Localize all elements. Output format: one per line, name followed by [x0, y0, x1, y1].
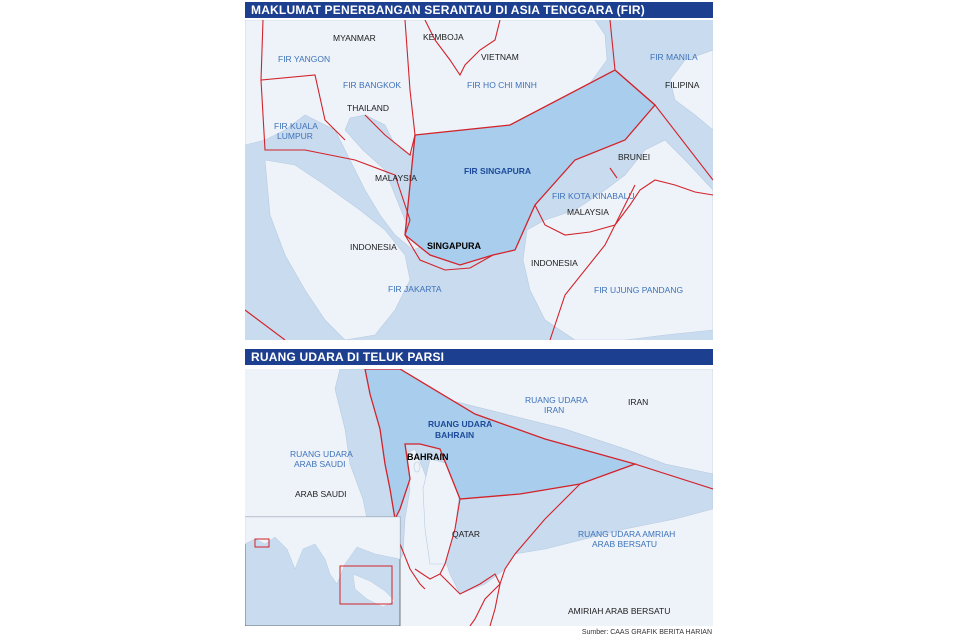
label-thailand: THAILAND: [347, 103, 390, 113]
label-uae: AMIRIAH ARAB BERSATU: [568, 606, 671, 616]
source-credit: Sumber: CAAS GRAFIK BERITA HARIAN: [581, 629, 712, 636]
gulf-airspace-map: [245, 369, 713, 626]
label-ru-saudi-2: ARAB SAUDI: [294, 459, 346, 469]
label-vietnam: VIETNAM: [481, 52, 519, 62]
label-ru-uae-2: ARAB BERSATU: [592, 539, 658, 549]
label-bahrain: BAHRAIN: [407, 452, 449, 462]
section1-title: MAKLUMAT PENERBANGAN SERANTAU DI ASIA TENGGARA (FIR): [245, 2, 713, 18]
label-iran: IRAN: [628, 397, 649, 407]
label-fir-bangkok: FIR BANGKOK: [343, 80, 402, 90]
label-qatar: QATAR: [452, 529, 481, 539]
label-ru-bahrain-2: BAHRAIN: [435, 430, 475, 440]
label-ru-bahrain-1: RUANG UDARA: [428, 419, 493, 429]
label-fir-ujung-pandang: FIR UJUNG PANDANG: [594, 285, 684, 295]
label-fir-manila: FIR MANILA: [650, 52, 698, 62]
label-ru-saudi-1: RUANG UDARA: [290, 449, 353, 459]
label-ru-iran-2: IRAN: [544, 405, 565, 415]
label-fir-jakarta: FIR JAKARTA: [388, 284, 442, 294]
label-indonesia-east: INDONESIA: [531, 258, 578, 268]
label-filipina: FILIPINA: [665, 80, 700, 90]
land-bahrain-island: [414, 462, 420, 472]
label-fir-hcm: FIR HO CHI MINH: [467, 80, 537, 90]
label-fir-kk: FIR KOTA KINABALU: [552, 191, 635, 201]
label-myanmar: MYANMAR: [333, 33, 376, 43]
label-fir-kl-2: LUMPUR: [277, 131, 313, 141]
label-ru-uae-1: RUANG UDARA AMRIAH: [578, 529, 676, 539]
label-malaysia-east: MALAYSIA: [567, 207, 609, 217]
label-fir-singapura: FIR SINGAPURA: [464, 166, 532, 176]
label-arab-saudi: ARAB SAUDI: [295, 489, 347, 499]
label-singapura: SINGAPURA: [427, 241, 482, 251]
label-fir-kl-1: FIR KUALA: [274, 121, 318, 131]
label-kemboja: KEMBOJA: [423, 32, 464, 42]
sea-fir-map: [245, 20, 713, 340]
label-brunei: BRUNEI: [618, 152, 651, 162]
label-malaysia-west: MALAYSIA: [375, 173, 417, 183]
label-fir-yangon: FIR YANGON: [278, 54, 331, 64]
section2-title: RUANG UDARA DI TELUK PARSI: [245, 349, 713, 365]
label-indonesia-west: INDONESIA: [350, 242, 397, 252]
inset-locator-map: [245, 517, 400, 626]
label-ru-iran-1: RUANG UDARA: [525, 395, 588, 405]
